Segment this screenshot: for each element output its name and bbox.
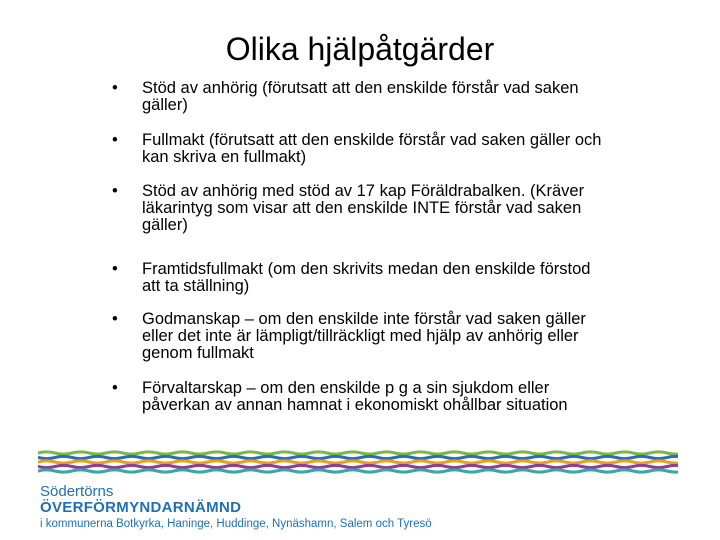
bullet-text: Stöd av anhörig (förutsatt att den enskilde förstår vad saken gäller): [142, 79, 579, 114]
wave-line: [38, 456, 678, 458]
bullet-marker: •: [112, 182, 118, 200]
slide-title: Olika hjälpåtgärder: [225, 31, 495, 67]
bullet-marker: •: [112, 131, 118, 149]
bullet-text: Fullmakt (förutsatt att den enskilde förstår vad saken gäller och kan skriva en fullmakt): [142, 131, 602, 166]
bullet-text: Stöd av anhörig med stöd av 17 kap Föräldrabalken. (Kräver läkarintyg som visar att den enskilde INTE förstår vad saken gäller): [142, 182, 585, 234]
logo-text-sodertorns: Södertörns: [40, 483, 114, 500]
wave-line: [38, 452, 678, 454]
bullet-text: Förvaltarskap – om den enskilde p g a sin sjukdom eller påverkan av annan hamnat i ekonomiskt ohållbar situation: [142, 379, 568, 414]
bullet-marker: •: [112, 260, 118, 278]
wave-line: [38, 465, 678, 467]
footer-wave-decoration: [38, 448, 678, 478]
bullet-marker: •: [112, 79, 118, 97]
logo-text-overformyndarnamnd: ÖVERFÖRMYNDARNÄMND: [40, 499, 242, 516]
wave-line: [38, 461, 678, 463]
bullet-text: Godmanskap – om den enskilde inte förstår vad saken gäller eller det inte är lämpligt/tillräckligt med hjälp av anhörig eller genom fullmakt: [142, 310, 586, 362]
logo-text-municipalities: i kommunerna Botkyrka, Haninge, Huddinge, Nynäshamn, Salem och Tyresö: [40, 518, 432, 530]
wave-line: [38, 470, 678, 472]
bullet-marker: •: [112, 310, 118, 328]
bullet-text: Framtidsfullmakt (om den skrivits medan den enskilde förstod att ta ställning): [142, 260, 591, 295]
bullet-marker: •: [112, 379, 118, 397]
